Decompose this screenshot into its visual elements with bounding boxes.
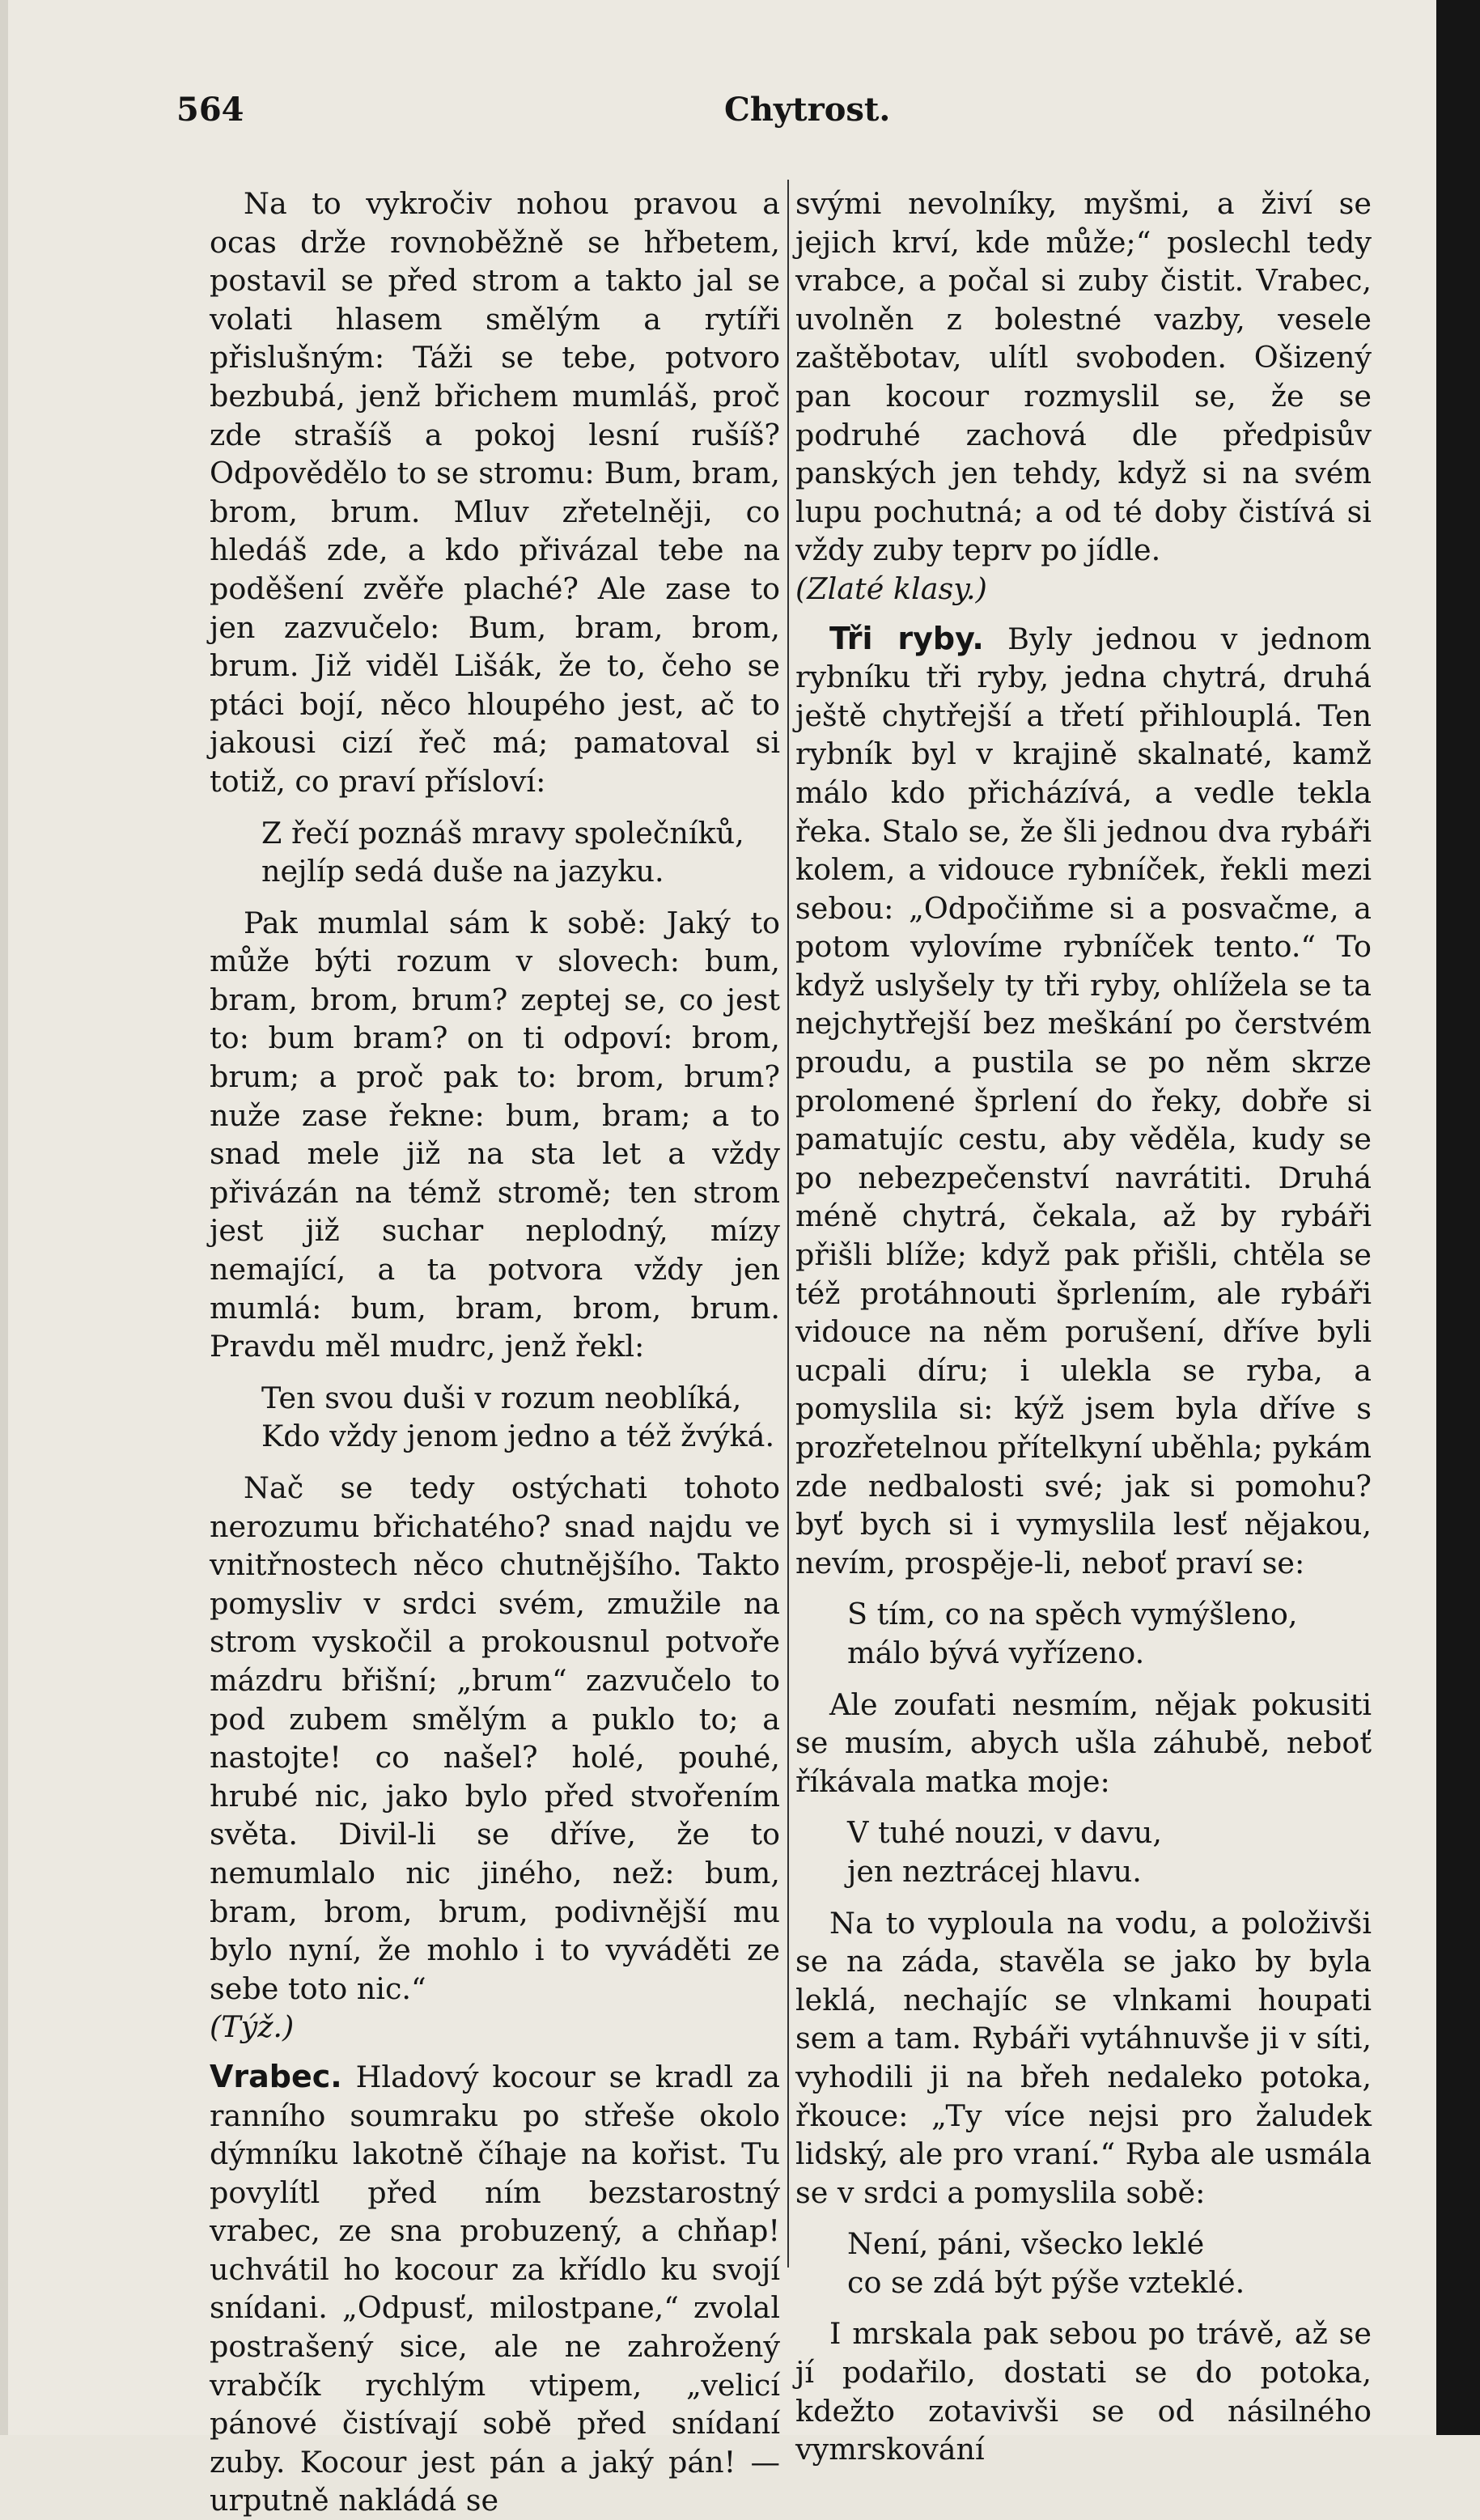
paragraph bbox=[795, 620, 1372, 1583]
verse bbox=[261, 814, 780, 891]
verse bbox=[261, 1379, 780, 1456]
verse bbox=[847, 2225, 1372, 2302]
page-number: 564 bbox=[176, 91, 244, 129]
verse-line: málo bývá vyřízeno. bbox=[847, 1635, 1145, 1670]
verse-line: jen neztrácej hlavu. bbox=[847, 1853, 1142, 1889]
verse-line: co se zdá být pýše vzteklé. bbox=[847, 2264, 1245, 2300]
paragraph-text: Hladový kocour se kradl za ranního soumraku po střeše okolo dýmníku lakotně číhaje na kořist. Tu povylítl před ním bezstarostný vrabec, ze sna probuzený, a chňap! uchvátil ho kocour za křídlo ku svojí snídani. „Odpusť, milostpane,“ zvolal postrašený sice, ale ne zahrožený vrabčík rychlým vtipem, „velicí pánové čistívají sobě před snídaní zuby. Kocour jest pán a jaký pán! — urputně nakládá se bbox=[210, 2059, 780, 2518]
paragraph: Nač se tedy ostýchati tohoto nerozumu břichatého? snad najdu ve vnitřnostech něco chutnějšího. Takto pomysliv v srdci svém, zmužile na strom vyskočil a prokousnul potvoře mázdru břišní; „brum“ zazvučelo to pod zubem smělým a puklo to; a nastojte! co našel? holé, pouhé, hrubé nic, jako bylo před stvořením světa. Divil-li se dříve, že to nemumlalo nic jiného, než: bum, bram, brom, brum, podivnější mu bylo nyní, že mohlo i to vyváděti ze sebe toto nic.“ bbox=[210, 1470, 780, 2006]
paragraph: I mrskala pak sebou po trávě, až se jí podařilo, dostati se do potoka, kdežto zotavivši se od násilného vymrskování bbox=[795, 2316, 1372, 2467]
page-edge-right bbox=[1436, 0, 1480, 2435]
paragraph bbox=[210, 2058, 780, 2520]
section-heading: Vrabec. bbox=[210, 2058, 342, 2094]
paragraph: Na to vyploula na vodu, a položivši se na záda, stavěla se jako by byla leklá, nechajíc se vlnkami houpati sem a tam. Rybáři vytáhnuvše ji v síti, vyhodili ji na břeh nedaleko potoka, řkouce: „Ty více nejsi pro žaludek lidský, ale pro vraní.“ Ryba ale usmála se v srdci a pomyslila sobě: bbox=[795, 1905, 1372, 2210]
paragraph-text: Byly jednou v jednom rybníku tři ryby, jedna chytrá, druhá ještě chytřejší a třetí přihlouplá. Ten rybník byl v krajině skalnaté, kamž málo kdo přicházívá, a vedle tekla řeka. Stalo se, že šli jednou dva rybáři kolem, a vidouce rybníček, řekli mezi sebou: „Odpočiňme si a posvačme, a potom vylovíme rybníček tento.“ To když uslyšely ty tři ryby, ohlížela se ta nejchytřejší bez meškání po čerstvém proudu, a pustila se po něm skrze prolomené šprlení do řeky, dobře si pamatujíc cestu, aby věděla, kudy se po nebezpečenství navrátiti. Druhá méně chytrá, čekala, až by rybáři přišli blíže; když pak přišli, chtěla se též protáhnouti šprlením, ale rybáři vidouce na něm porušení, dříve byli ucpali díru; i ulekla se ryba, a pomyslila si: kýž jsem byla dříve s prozřetelnou přítelkyní uběhla; pykám zde nedbalosti své; jak si pomohu? byť bych si i vymyslila lesť nějakou, nevím, prospěje-li, neboť praví se: bbox=[795, 621, 1372, 1580]
paragraph: svými nevolníky, myšmi, a živí se jejich krví, kde může;“ poslechl tedy vrabce, a počal si zuby čistit. Vrabec, uvolněn z bolestné vazby, vesele zaštěbotav, ulítl svoboden. Ošizený pan kocour rozmyslil se, že se podruhé zachová dle předpisův panských jen tehdy, když si na svém lupu pochutná; a od té doby čistívá si vždy zuby teprv po jídle. bbox=[795, 186, 1372, 568]
running-title: Chytrost. bbox=[724, 91, 891, 129]
verse-line: nejlíp sedá duše na jazyku. bbox=[261, 854, 664, 889]
verse-line: S tím, co na spěch vymýšleno, bbox=[847, 1597, 1298, 1632]
verse bbox=[847, 1595, 1372, 1672]
verse-line: Z řečí poznáš mravy společníků, bbox=[261, 815, 744, 851]
right-column bbox=[795, 185, 1372, 2469]
paragraph: Na to vykročiv nohou pravou a ocas drže rovnoběžně se hřbetem, postavil se před strom a takto jal se volati hlasem smělým a rytíři přislušným: Táži se tebe, potvoro bezbubá, jenž břichem mumláš, proč zde strašíš a pokoj lesní rušíš? Odpovědělo to se stromu: Bum, bram, brom, brum. Mluv zřetelněji, co hledáš zde, a kdo přivázal tebe na poděšení zvěře plaché? Ale zase to jen zazvučelo: Bum, bram, brom, brum. Již viděl Lišák, že to, čeho se ptáci bojí, něco hloupého jest, ač to jakousi cizí řeč má; pamatoval si totiž, co praví přísloví: bbox=[210, 186, 780, 799]
verse bbox=[847, 1814, 1372, 1890]
page-edge-left bbox=[0, 0, 8, 2435]
verse-line: Kdo vždy jenom jedno a též žvýká. bbox=[261, 1419, 775, 1454]
section-heading: Tři ryby. bbox=[829, 620, 984, 656]
left-column bbox=[210, 185, 780, 2520]
verse-line: Není, páni, všecko leklé bbox=[847, 2226, 1205, 2262]
paragraph: Pak mumlal sám k sobě: Jaký to může býti rozum v slovech: bum, bram, brom, brum? zeptej se, co jest to: bum bram? on ti odpoví: brom, brum; a proč pak to: brom, brum? nuže zase řekne: bum, bram; a to snad mele již na sta let a vždy přivázán na témž stromě; ten strom jest již suchar neplodný, mízy nemající, a ta potvora vždy jen mumlá: bum, bram, brom, brum. Pravdu měl mudrc, jenž řekl: bbox=[210, 905, 780, 1364]
paragraph: Ale zoufati nesmím, nějak pokusiti se musím, abych ušla záhubě, neboť říkávala matka moje: bbox=[795, 1686, 1372, 1799]
verse-line: Ten svou duši v rozum neoblíká, bbox=[261, 1380, 742, 1415]
source-attribution: (Týž.) bbox=[210, 2009, 295, 2045]
source-attribution: (Zlaté klasy.) bbox=[795, 571, 987, 606]
verse-line: V tuhé nouzi, v davu, bbox=[847, 1815, 1163, 1851]
column-divider bbox=[787, 180, 789, 2268]
